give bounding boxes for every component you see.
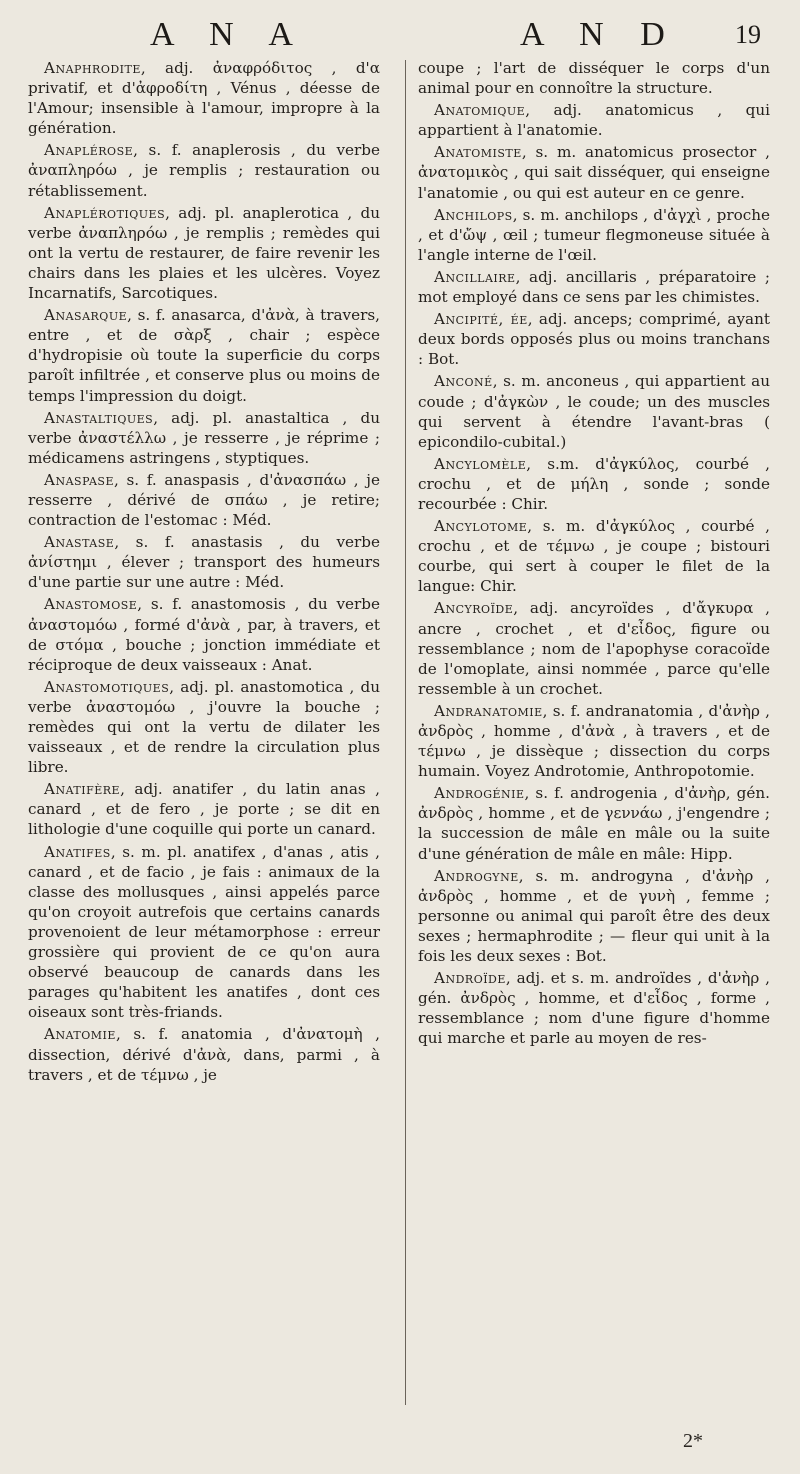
left-column	[28, 58, 380, 1087]
dictionary-entry	[418, 968, 770, 1048]
entry-headword: Anastomose	[44, 595, 138, 614]
entry-headword: Anaspase	[44, 470, 114, 489]
dictionary-entry	[418, 598, 770, 698]
entry-headword: Ancyroïde	[434, 599, 514, 618]
entry-definition: , s. f. anaplerosis , du verbe ἀναπληρόω , je remplis ; restauration ou rétablissement.	[28, 141, 380, 200]
entry-definition: , s. f. anatomia , d'ἀνατομὴ , dissection, dérivé d'ἀνὰ, dans, parmi , à travers , et de τέμνω , je	[28, 1025, 380, 1084]
entry-headword: Ancylomèle	[434, 454, 527, 473]
entry-headword: Anastase	[44, 533, 115, 552]
dictionary-entry	[28, 779, 380, 839]
entry-definition: , adj. pl. anastaltica , du verbe ἀναστέλλω , je resserre , je réprime ; médicamens astringens , styptiques.	[28, 408, 380, 467]
entry-headword: Ancipité, ée	[434, 310, 528, 329]
entry-headword: Anatifère	[44, 780, 121, 799]
entry-headword: Anconé	[434, 372, 493, 391]
dictionary-entry	[418, 58, 770, 98]
entry-definition: , s. f. anastomosis , du verbe ἀναστομόω , formé d'ἀνὰ , par, à travers, et de στόμα , bouche ; jonction immédiate et réciproque de deux vaisseaux : Anat.	[28, 595, 380, 674]
entry-definition: , adj. ancillaris , préparatoire ; mot employé dans ce sens par les chimistes.	[418, 267, 770, 307]
dictionary-entry	[28, 203, 380, 303]
dictionary-entry	[418, 267, 770, 307]
entry-headword: Anasarque	[44, 306, 128, 325]
dictionary-entry	[28, 408, 380, 468]
entry-headword: Anaphrodite	[44, 59, 141, 77]
entry-definition: , adj. et s. m. androïdes , d'ἀνὴρ , gén. ἀνδρὸς , homme, et d'εἶδος , forme , ressemblance ; nom d'une figure d'homme qui marche et parle au moyen de res-	[418, 969, 770, 1048]
entry-definition: , s. f. anastasis , du verbe ἀνίστημι , élever ; transport des humeurs d'une partie sur une autre : Méd.	[28, 533, 380, 592]
entry-headword: Anatomie	[44, 1025, 116, 1044]
dictionary-entry	[28, 842, 380, 1023]
column-rule	[405, 60, 406, 1405]
entry-headword: Ancylotome	[434, 517, 528, 536]
page-number: 19	[735, 20, 761, 49]
entry-headword: Anastaltiques	[44, 408, 154, 427]
entry-definition: , s. m. anconeus , qui appartient au coude ; d'ἀγκὼν , le coude; un des muscles qui servent à étendre l'avant-bras ( epicondilo-cubital.)	[418, 372, 770, 451]
entry-definition: , adj. ἀναφρόδιτος , d'α privatif, et d'ἀφροδίτη , Vénus , déesse de l'Amour; insensible à l'amour, impropre à la génération.	[28, 59, 380, 138]
dictionary-entry	[418, 783, 770, 863]
dictionary-entry	[418, 100, 770, 140]
entry-headword: Anatifes	[44, 842, 111, 861]
dictionary-entry	[28, 140, 380, 200]
entry-headword: Anchilops	[434, 205, 513, 224]
dictionary-entry	[418, 454, 770, 514]
dictionary-entry	[28, 470, 380, 530]
entry-definition: , adj. anatomicus , qui appartient à l'anatomie.	[418, 101, 770, 140]
entry-headword: Anaplérose	[44, 141, 134, 160]
entry-definition: , adj. anatifer , du latin anas , canard , et de fero , je porte ; se dit en lithologie d'une coquille qui porte un canard.	[28, 780, 380, 839]
dictionary-entry	[28, 1024, 380, 1084]
entry-definition: , s. f. andranatomia , d'ἀνὴρ , ἀνδρὸς , homme , d'ἀνὰ , à travers , et de τέμνω , je dissèque ; dissection du corps humain. Voyez Androtomie, Anthropotomie.	[418, 701, 770, 781]
entry-definition: , s.m. d'ἀγκύλος, courbé , crochu , et de μήλη , sonde ; sonde recourbée : Chir.	[418, 454, 770, 513]
dictionary-entry	[418, 371, 770, 451]
entry-definition: , s. f. anaspasis , d'ἀνασπάω , je resserre , dérivé de σπάω , je retire; contraction de l'estomac : Méd.	[28, 470, 380, 530]
entry-definition: , s. m. androgyna , d'ἀνὴρ , ἀνδρὸς , homme , et de γυνὴ , femme ; personne ou animal qui paroît être des deux sexes ; hermaphrodite ; — fleur qui unit à la fois les deux sexes : Bot.	[418, 866, 770, 966]
dictionary-entry	[418, 701, 770, 781]
entry-headword: Andranatomie	[434, 701, 543, 720]
dictionary-entry	[28, 677, 380, 777]
signature-mark: 2*	[683, 1430, 703, 1452]
entry-definition: coupe ; l'art de disséquer le corps d'un animal pour en connoître la structure.	[418, 59, 770, 98]
entry-headword: Androïde	[434, 969, 506, 988]
dictionary-entry	[418, 142, 770, 202]
entry-definition: , s. m. anatomicus prosector , ἀνατομικὸς , qui sait disséquer, qui enseigne l'anatomie , ou qui est auteur en ce genre.	[418, 143, 770, 202]
dictionary-entry	[418, 205, 770, 265]
entry-definition: , s. f. androgenia , d'ἀνὴρ, gén. ἀνδρὸς , homme , et de γεννάω , j'engendre ; la succession de mâle en mâle ou la suite d'une génération de mâle en mâle: Hipp.	[418, 784, 770, 863]
dictionary-entry	[418, 866, 770, 966]
right-column	[418, 58, 770, 1051]
entry-definition: , adj. pl. anaplerotica , du verbe ἀναπληρόω , je remplis ; remèdes qui ont la vertu de restaurer, de faire revenir les chairs dans les plaies et les ulcères. Voyez Incarnatifs, Sarcotiques.	[28, 203, 380, 303]
entry-definition: , s. f. anasarca, d'ἀνὰ, à travers, entre , et de σὰρξ , chair ; espèce d'hydropisie où toute la superficie du corps paroît infiltrée , et conserve plus ou moins de temps l'impression du doigt.	[28, 306, 380, 405]
entry-definition: , s. m. anchilops , d'ἀγχὶ , proche , et d'ὤψ , œil ; tumeur flegmoneuse située à l'angle interne de l'œil.	[418, 205, 770, 264]
entry-definition: , s. m. d'ἀγκύλος , courbé , crochu , et de τέμνω , je coupe ; bistouri courbe, qui sert à couper le filet de la langue: Chir.	[418, 517, 770, 596]
entry-headword: Anaplérotiques	[44, 203, 166, 222]
entry-headword: Ancillaire	[434, 267, 516, 286]
entry-headword: Androgyne	[434, 866, 519, 885]
running-head-right: A N D	[520, 16, 679, 53]
entry-headword: Androgénie	[434, 784, 525, 803]
dictionary-entry	[28, 305, 380, 405]
dictionary-entry	[28, 532, 380, 592]
entry-headword: Anatomiste	[434, 143, 522, 162]
dictionary-entry	[28, 58, 380, 138]
entry-headword: Anatomique	[434, 101, 526, 120]
entry-headword: Anastomotiques	[44, 677, 170, 696]
entry-definition: , adj. pl. anastomotica , du verbe ἀναστομόω , j'ouvre la bouche ; remèdes qui ont la vertu de dilater les vaisseaux , et de rendre la circulation plus libre.	[28, 677, 380, 777]
dictionary-entry	[418, 516, 770, 596]
running-head-left: A N A	[150, 16, 307, 53]
entry-definition: , s. m. pl. anatifex , d'anas , atis , canard , et de facio , je fais : animaux de la classe des mollusques , ainsi appelés parce qu'on croyoit autrefois que certains canards provenoient de leur métamorphose : erreur grossière qui provient de ce qu'on aura observé beaucoup de canards dans les parages qu'habitent les anatifes , dont ces oiseaux sont très-friands.	[28, 842, 380, 1022]
entry-definition: , adj. anceps; comprimé, ayant deux bords opposés plus ou moins tranchans : Bot.	[418, 310, 770, 369]
dictionary-entry	[28, 594, 380, 674]
dictionary-entry	[418, 309, 770, 369]
entry-definition: , adj. ancyroïdes , d'ἄγκυρα , ancre , crochet , et d'εἶδος, figure ou ressemblance ; nom de l'apophyse coracoïde de l'omoplate, ainsi nommée , parce qu'elle ressemble à un crochet.	[418, 599, 770, 698]
